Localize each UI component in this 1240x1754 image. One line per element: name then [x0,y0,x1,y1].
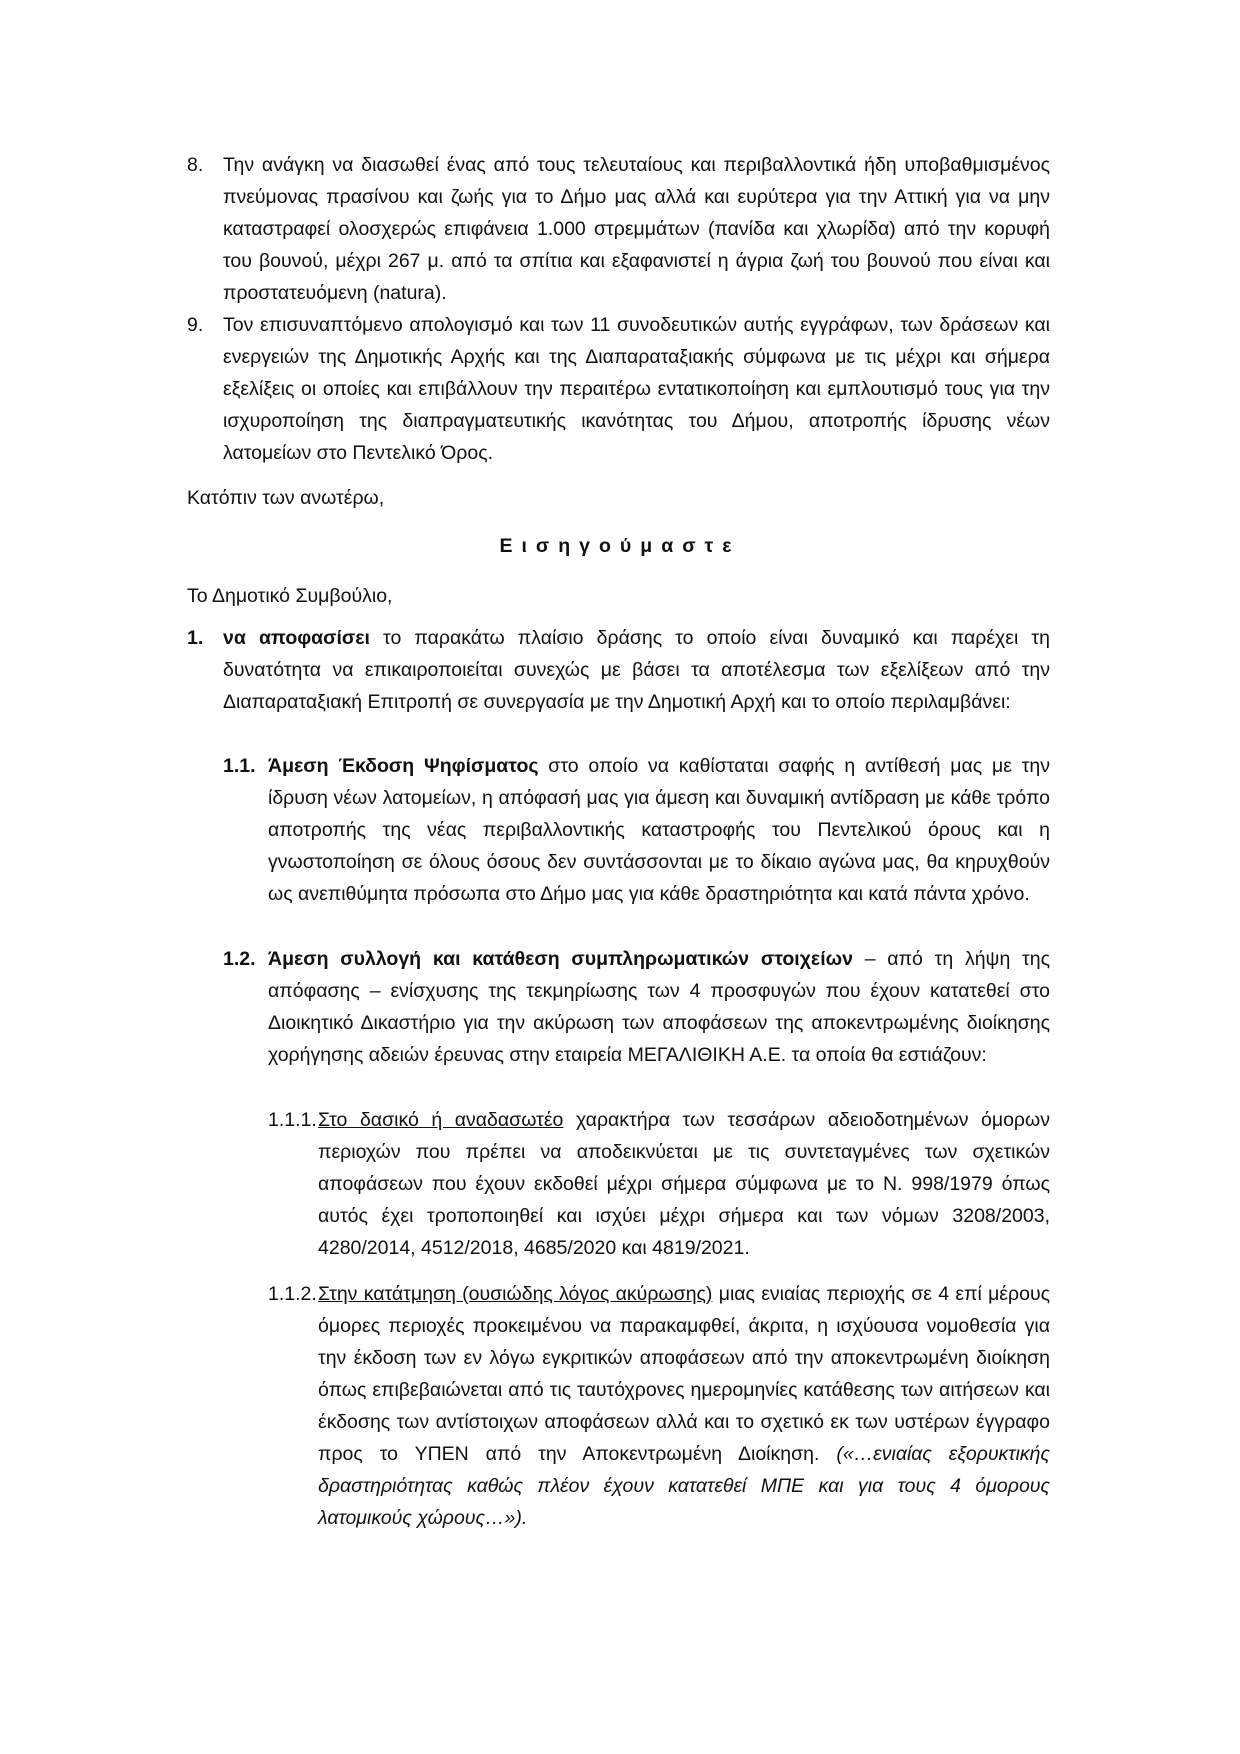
thereafter-line: Κατόπιν των ανωτέρω, [187,487,385,509]
point-1-bold: να αποφασίσει [223,627,370,649]
point-1-1-number: 1.1. [223,755,256,777]
list-item-8-text: Την ανάγκη να διασωθεί ένας από τους τελευταίους και περιβαλλοντικά ήδη υποβαθμισμένος πνεύμονας πρασίνου και ζωής για το Δήμο μας αλλά και ευρύτερα για την Αττική για να μην καταστραφεί ολοσχερώς επιφάνεια 1.000 στρεμμάτων (πανίδα και χλωρίδα) από την κορυφή του βουνού, μέχρι 267 μ. από τα σπίτια και εξαφανιστεί η άγρια ζωή του βουνού που είναι και προστατευόμενη (natura). [223,154,1050,304]
point-1-2-bold: Άμεση συλλογή και κατάθεση συμπληρωματικών στοιχείων [268,948,853,970]
council-line: Το Δημοτικό Συμβούλιο, [187,585,393,607]
point-1-1-1-underline: Στο δασικό ή αναδασωτέο [318,1109,564,1131]
list-number-9: 9. [187,314,204,336]
point-1-2-body: – από τη λήψη της απόφασης – ενίσχυσης της τεκμηρίωσης των 4 προσφυγών που έχουν κατατεθεί στο Διοικητικό Δικαστήριο για την ακύρωση των αποφάσεων της αποκεντρωμένης διοίκησης χορήγησης αδειών έρευνας στην εταιρεία ΜΕΓΑΛΙΘΙΚΗ Α.Ε. τα οποία θα εστιάζουν: [268,948,1051,1066]
point-1-body: το παρακάτω πλαίσιο δράσης το οποίο είναι δυναμικό και παρέχει τη δυνατότητα να επικαιροποιείται συνεχώς με βάσει τα αποτέλεσμα των εξελίξεων από την Διαπαραταξιακή Επιτροπή σε συνεργασία με την Δημοτική Αρχή και το οποίο περιλαμβάνει: [223,627,1050,713]
list-number-8: 8. [187,154,204,176]
point-1-1-2-underline: Στην κατάτμηση (ουσιώδης λόγος ακύρωσης) [318,1283,713,1305]
point-1-1-2-italic: («…ενιαίας εξορυκτικής δραστηριότητας καθώς πλέον έχουν κατατεθεί ΜΠΕ και για τους 4 όμορους λατομικούς χώρους…»). [318,1443,1050,1529]
point-1-1-body: στο οποίο να καθίσταται σαφής η αντίθεσή μας με την ίδρυση νέων λατομείων, η απόφασή μας για άμεση και δυναμική αντίδραση με κάθε τρόπο αποτροπής της νέας περιβαλλοντικής καταστροφής του Πεντελικού όρους και η γνωστοποίηση σε όλους όσους δεν συντάσσονται με το δίκαιο αγώνα μας, θα κηρυχθούν ως ανεπιθύμητα πρόσωπα στο Δήμο μας για κάθε δραστηριότητα και κατά πάντα χρόνο. [268,755,1050,905]
point-1-1-2-text [318,1278,1050,1534]
list-item-9-text: Τον επισυναπτόμενο απολογισμό και των 11 συνοδευτικών αυτής εγγράφων, των δράσεων και ενεργειών της Δημοτικής Αρχής και της Διαπαραταξιακής σύμφωνα με τις μέχρι και σήμερα εξελίξεις οι οποίες και επιβάλλουν την περαιτέρω εντατικοποίηση και εμπλουτισμό τους για την ισχυροποίηση της διαπραγματευτικής ικανότητας του Δήμου, αποτροπής ίδρυσης νέων λατομείων στο Πεντελικό Όρος. [223,314,1050,464]
point-1-2-text [268,943,1050,1071]
point-1-2-number: 1.2. [223,948,256,970]
point-1-number: 1. [187,627,204,649]
point-1-1-1-text [318,1104,1050,1264]
point-1-1-1-number: 1.1.1. [268,1109,317,1131]
section-heading: Εισηγούμαστε [499,535,741,557]
point-1-1-2-body: μιας ενιαίας περιοχής σε 4 επί μέρους όμορες περιοχές προκειμένου να παρακαμφθεί, άκριτα, η ισχύουσα νομοθεσία για την έκδοση των εν λόγω εγκριτικών αποφάσεων από την αποκεντρωμένη διοίκηση όπως επιβεβαιώνεται από τις ταυτόχρονες ημερομηνίες κατάθεσης των αιτήσεων και έκδοσης των αντίστοιχων αποφάσεων αλλά και το σχετικό εκ των υστέρων έγγραφο προς το ΥΠΕΝ από την Αποκεντρωμένη Διοίκηση. [318,1283,1050,1465]
point-1-text [223,622,1050,718]
point-1-1-2-number: 1.1.2. [268,1283,317,1305]
point-1-1-1-body: χαρακτήρα των τεσσάρων αδειοδοτημένων όμορων περιοχών που πρέπει να αποδεικνύεται με τις συντεταγμένες των σχετικών αποφάσεων που έχουν εκδοθεί μέχρι σήμερα σύμφωνα με το Ν. 998/1979 όπως αυτός έχει τροποποιηθεί και ισχύει μέχρι σήμερα και των νόμων 3208/2003, 4280/2014, 4512/2018, 4685/2020 και 4819/2021. [318,1109,1050,1259]
point-1-1-text [268,750,1050,910]
point-1-1-bold: Άμεση Έκδοση Ψηφίσματος [268,755,539,777]
